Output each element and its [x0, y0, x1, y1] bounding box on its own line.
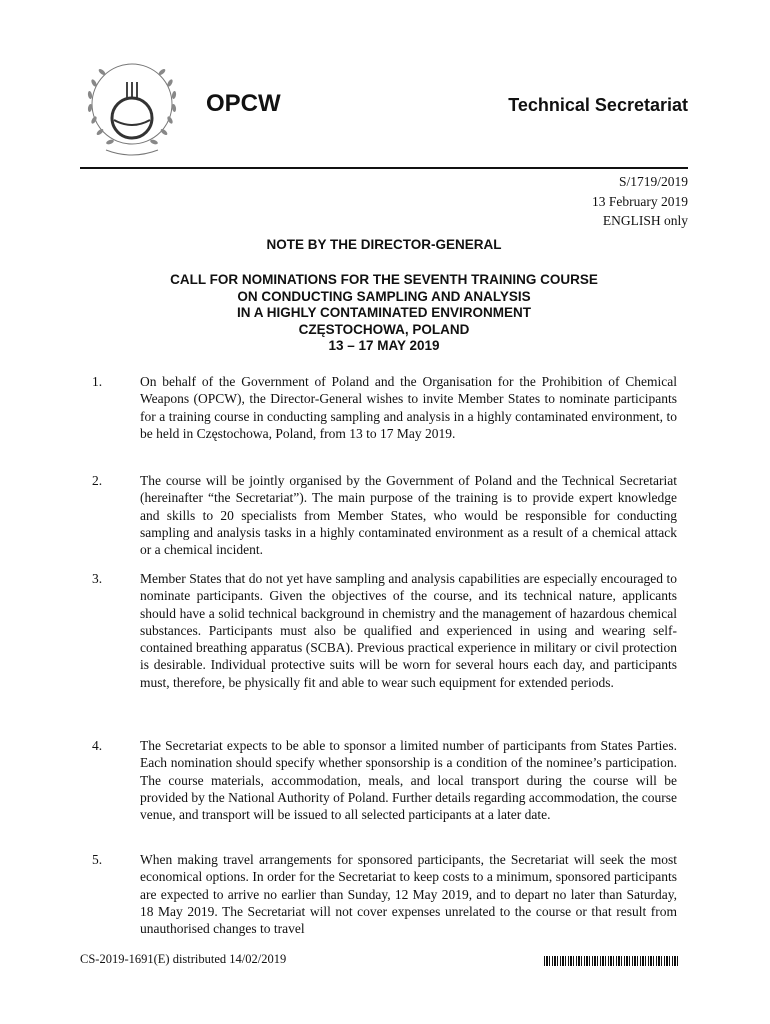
course-title-line: ON CONDUCTING SAMPLING AND ANALYSIS [237, 288, 531, 304]
secretariat-title: Technical Secretariat [508, 95, 688, 115]
course-title [80, 272, 688, 355]
doc-date: 13 February 2019 [592, 193, 688, 209]
paragraph-number: 2. [92, 473, 103, 488]
paragraph-text: On behalf of the Government of Poland and the Organisation for the Prohibition of Chemical Weapons (OPCW), the Director-General wishes to invite Member States to nominate participants for a training course in conducting sampling and analysis in a highly contaminated environment, to be held in Częstochowa, Poland, from 13 to 17 May 2019. [140, 374, 677, 441]
course-title-line: CALL FOR NOMINATIONS FOR THE SEVENTH TRAINING COURSE [170, 272, 598, 287]
doc-number: S/1719/2019 [618, 174, 688, 189]
paragraph-number: 4. [92, 738, 103, 753]
doc-language: ENGLISH only [602, 213, 688, 228]
course-title-line: CZĘSTOCHOWA, POLAND [298, 321, 470, 337]
paragraph-text: The course will be jointly organised by the Government of Poland and the Technical Secretariat (hereinafter “the Secretariat”). The main purpose of the training is to provide expert knowledge and skills to 20 specialists from Member States, who would be responsible for conducting sampling and analysis tasks in a highly contaminated environment as a result of a chemical attack or a chemical incident. [140, 473, 677, 558]
opcw-logo-icon [76, 50, 188, 162]
paragraph-text: Member States that do not yet have sampling and analysis capabilities are especially encouraged to nominate participants. Given the objectives of the course, and its technical nature, applicants should have a solid technical background in chemistry and the management of hazardous chemical substances. Participants must also be qualified and experienced in using and wearing self-contained breathing apparatus (SCBA). Previous practical experience in military or civil protection is desirable. Individual protective suits will be worn for several hours each day, and participants must, therefore, be physically fit and able to wear such equipment for extended periods. [140, 571, 677, 690]
note-title: NOTE BY THE DIRECTOR-GENERAL [266, 237, 502, 252]
barcode-icon [544, 956, 678, 966]
paragraph-number: 3. [92, 571, 103, 586]
paragraph-number: 1. [92, 374, 103, 389]
distribution-note: CS-2019-1691(E) distributed 14/02/2019 [80, 952, 287, 966]
paragraph-text: When making travel arrangements for sponsored participants, the Secretariat will seek the most economical options. In order for the Secretariat to keep costs to a minimum, sponsored participants are expected to arrive no earlier than Sunday, 12 May 2019, and to depart no later than Saturday, 18 May 2019. The Secretariat will not cover expenses unrelated to the course or that result from unauthorised changes to travel [140, 852, 677, 937]
document-meta [592, 172, 688, 231]
paragraph-number: 5. [92, 852, 103, 867]
org-name: OPCW [206, 90, 281, 117]
header-rule [80, 167, 688, 169]
course-title-line: IN A HIGHLY CONTAMINATED ENVIRONMENT [236, 305, 531, 321]
course-title-line: 13 – 17 MAY 2019 [328, 338, 440, 354]
paragraph-text: The Secretariat expects to be able to sponsor a limited number of participants from States Parties. Each nomination should specify whether sponsorship is a condition of the nominee’s participation. The course materials, accommodation, meals, and local transport during the course will be provided by the National Authority of Poland. Further details regarding accommodation, the course venue, and transport will be issued to all selected participants at a later date. [140, 738, 677, 823]
